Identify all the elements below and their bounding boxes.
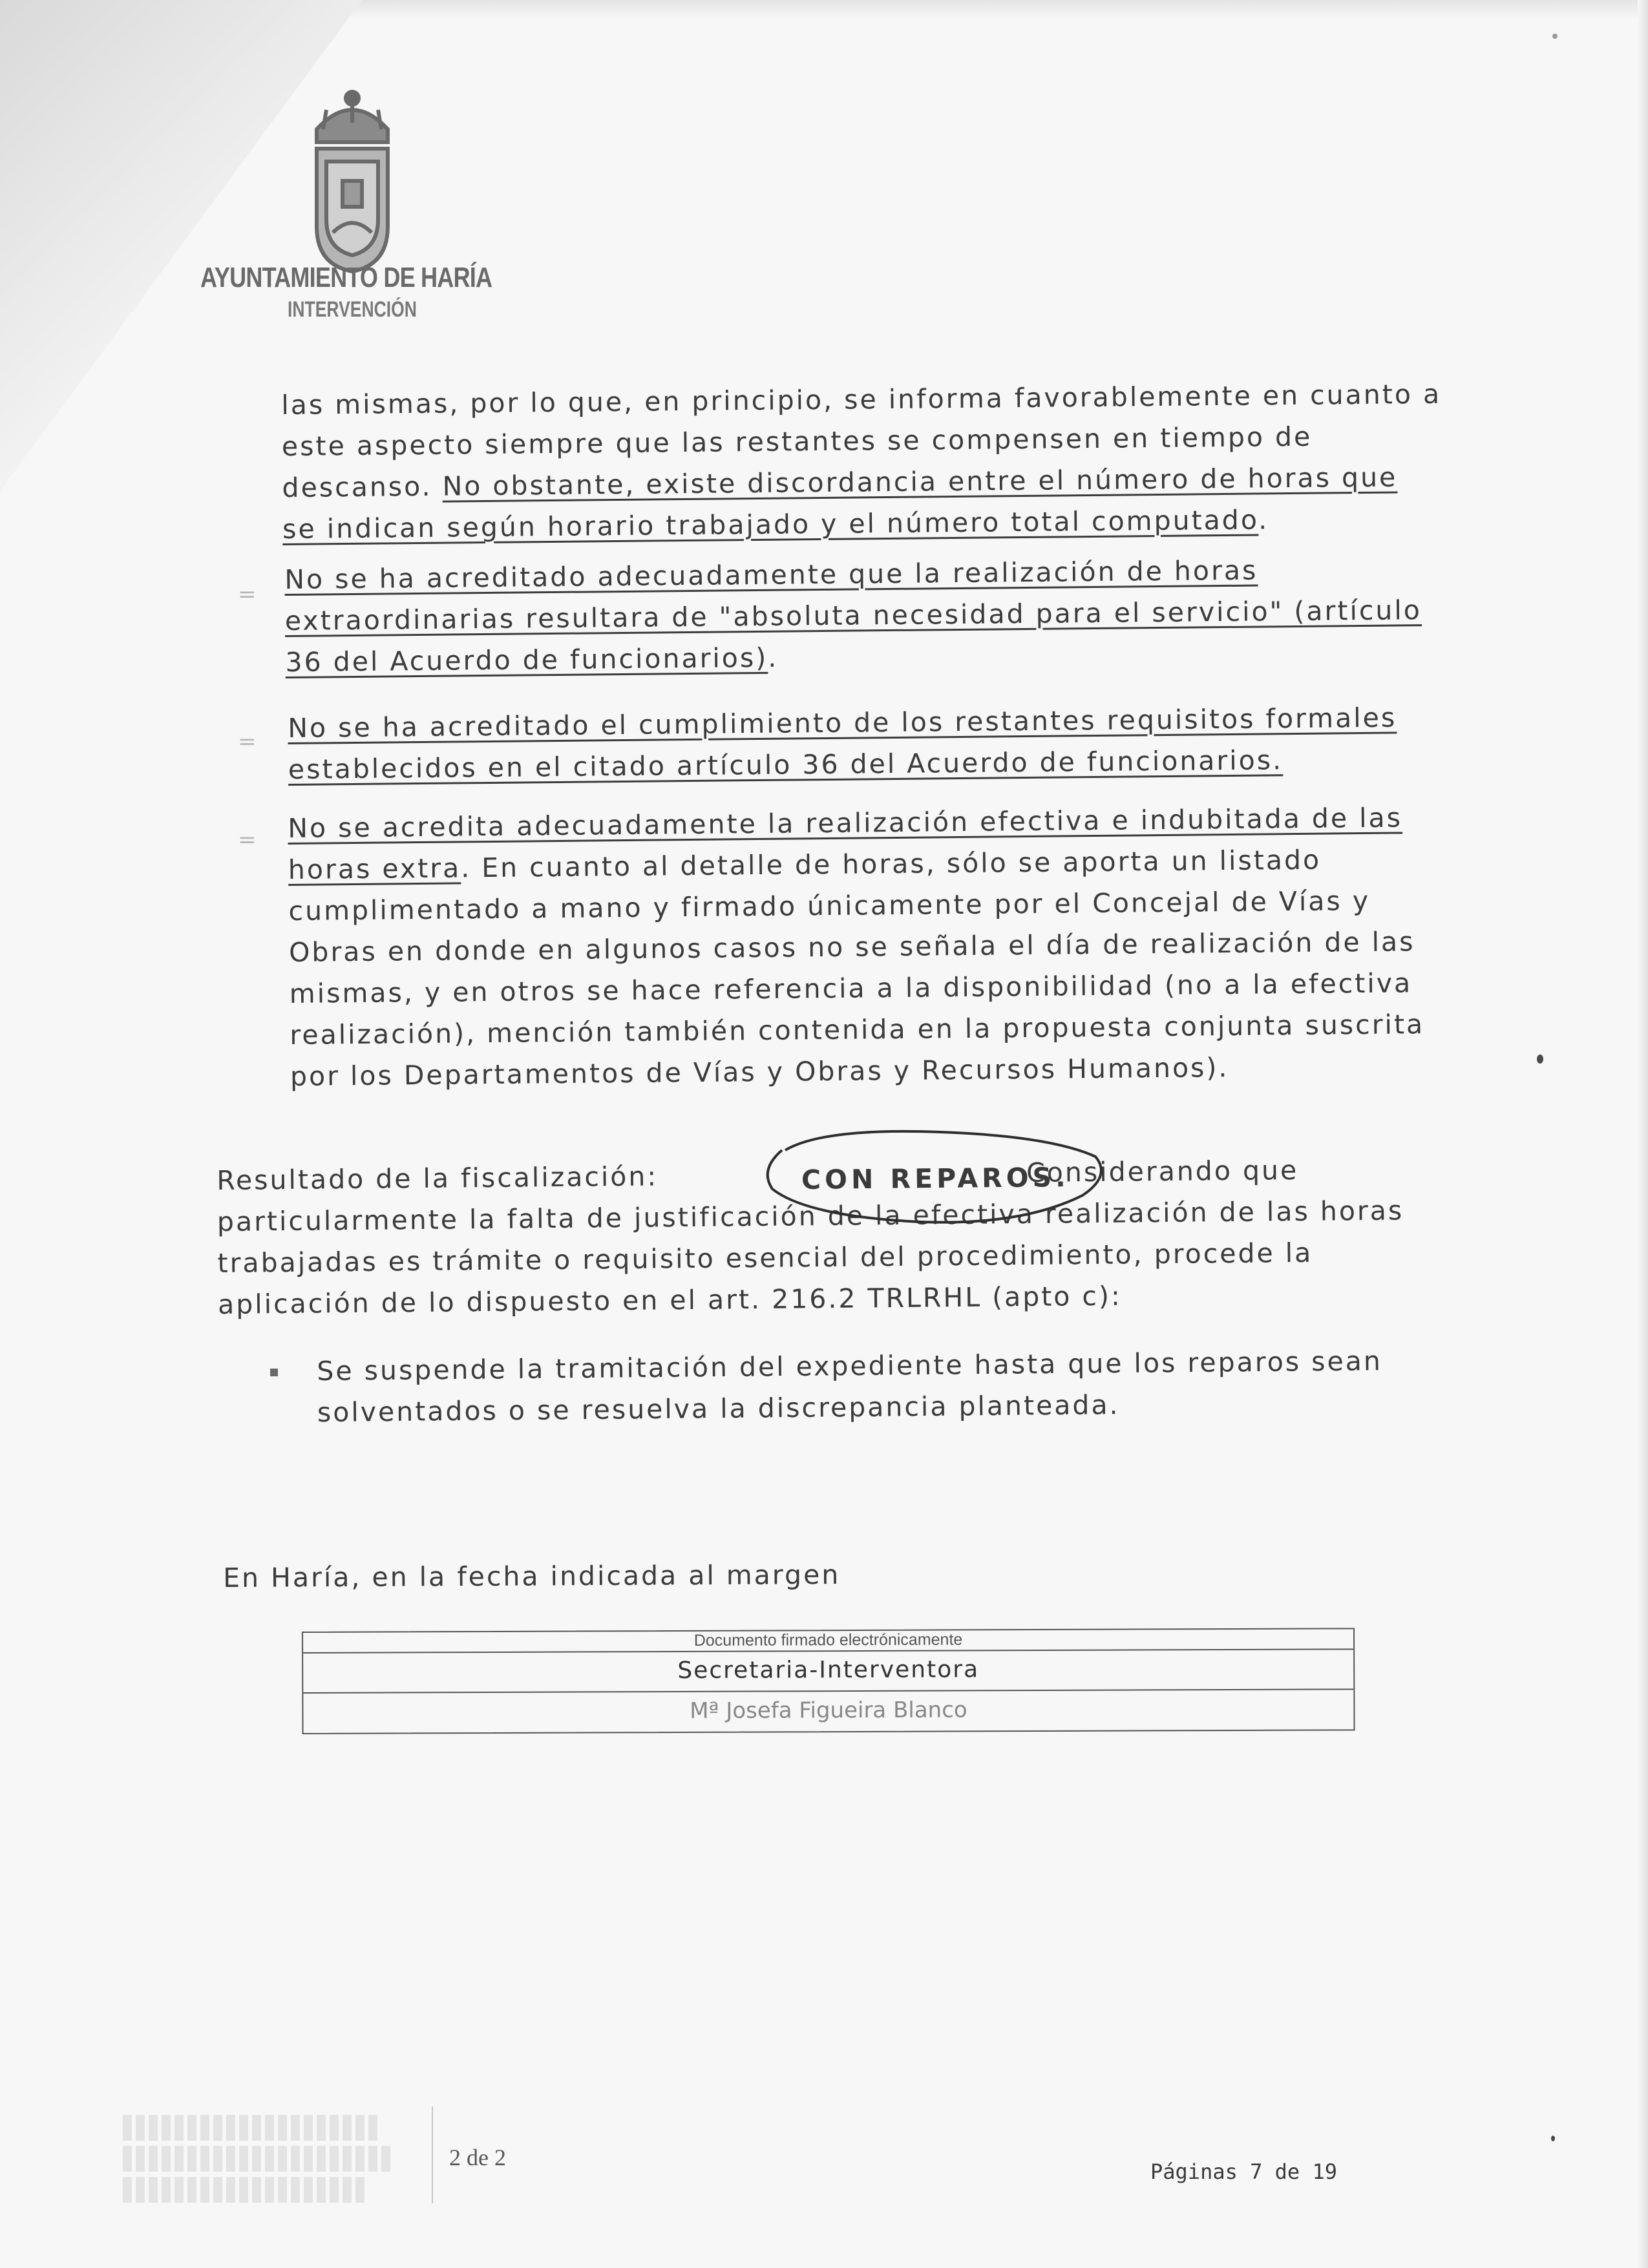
footer-page-counter: 2 de 2 [449,2145,506,2170]
scan-speck [1537,1055,1543,1064]
bullet-item [317,1340,1383,1433]
letterhead-logo [200,71,498,342]
underlined-text: 36 del Acuerdo de funcionarios) [285,642,768,678]
text-line: cumplimentado a mano y firmado únicamente por el Concejal de Vías y [288,885,1371,927]
underlined-text: No se ha acreditado el cumplimiento de los restantes requisitos formales [288,702,1397,744]
text-line: este aspecto siempre que las restantes se compensen en tiempo de [281,421,1313,462]
text-line: solventados o se resuelva la discrepancia planteada. [317,1389,1120,1428]
text-line: particularmente la falta de justificación de la efectiva realización de las horas [217,1195,1404,1237]
text-span: . [1258,504,1269,536]
closing-line: En Haría, en la fecha indicada al margen [223,1559,841,1593]
text-span: . [768,642,779,673]
underlined-text: extraordinarias resultara de "absoluta necesidad para el servicio" (artículo [284,594,1422,636]
scan-top-edge [181,0,1648,19]
signature-name: Mª Josefa Figueira Blanco [690,1697,967,1724]
footer-address-faded [123,2110,420,2203]
result-label: Resultado de la fiscalización: [217,1160,659,1196]
underlined-text: se indican según horario trabajado y el número total computado [282,504,1259,545]
text-line: por los Departamentos de Vías y Obras y Recursos Humanos). [290,1052,1229,1092]
list-item [288,697,1397,790]
department-name: INTERVENCIÓN [288,297,417,322]
paragraph-intro [281,373,1442,550]
underlined-text: establecidos en el citado artículo 36 del Acuerdo de funcionarios. [288,744,1284,785]
text-span: descanso. [282,470,443,503]
text-line: mismas, y en otros se hace referencia a la disponibilidad (no a la efectiva [289,967,1413,1009]
underlined-text: No obstante, existe discordancia entre el número de horas que [442,461,1398,502]
text-line: aplicación de lo dispuesto en el art. 216.2 TRLRHL (apto c): [217,1280,1122,1320]
organization-name: AYUNTAMIENTO DE HARÍA [200,262,492,293]
scan-speck [1551,2136,1555,2141]
text-line: Obras en donde en algunos casos no se señala el día de realización de las [288,926,1415,968]
underlined-text: No se ha acreditado adecuadamente que la realización de horas [284,554,1258,595]
signature-role: Secretaria-Interventora [303,1650,1353,1694]
list-dash-icon: = [238,827,257,853]
scan-right-edge [1638,0,1648,2268]
result-stamp: CON REPAROS. [801,1162,1070,1195]
coat-of-arms-icon [297,84,407,278]
text-span: . En cuanto al detalle de horas, sólo se aporta un listado [460,844,1322,884]
bullet-icon [270,1369,278,1376]
list-dash-icon: = [238,582,257,607]
text-line: Se suspende la tramitación del expediente hasta que los reparos sean [317,1345,1383,1387]
list-item [288,797,1425,1097]
underlined-text: horas extra [288,852,461,885]
signature-box [302,1628,1355,1734]
text-line: trabajadas es trámite o requisito esencial del procedimiento, procede la [217,1237,1313,1279]
footer-total-pages: Páginas 7 de 19 [1150,2159,1337,2184]
scan-speck [1552,34,1558,39]
footer-divider [432,2106,433,2203]
list-dash-icon: = [238,729,257,755]
signature-header: Documento firmado electrónicamente [303,1629,1353,1654]
text-line: realización), mención también contenida en la propuesta conjunta suscrita [290,1009,1425,1051]
underlined-text: No se acredita adecuadamente la realización efectiva e indubitada de las [288,802,1403,844]
text-line: las mismas, por lo que, en principio, se informa favorablemente en cuanto a [281,378,1442,421]
list-item [284,548,1422,683]
text-span: Considerando que [1026,1154,1299,1188]
